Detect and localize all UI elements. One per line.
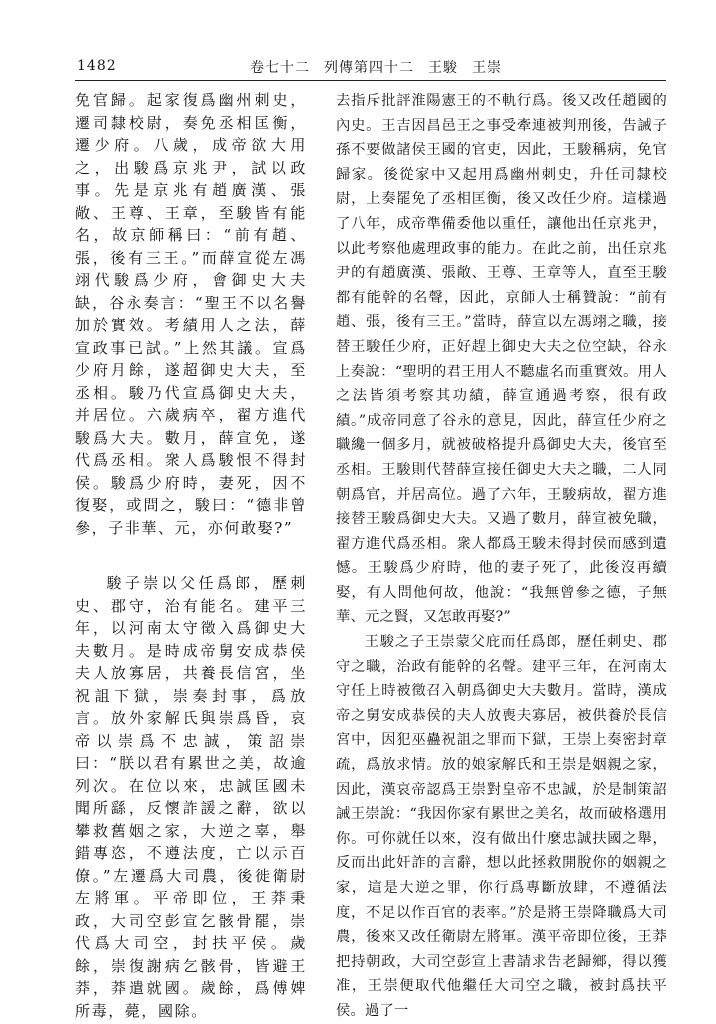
running-head xyxy=(250,57,502,77)
original-text-column-lower xyxy=(75,572,307,1022)
subject-name-1: 王駿 xyxy=(428,60,458,76)
volume-title: 卷七十二 xyxy=(250,60,310,76)
original-text-paragraph-2: 駿子崇以父任爲郎，歷刺史、郡守，治有能名。建平三年，以河南太守徵入爲御史大夫數月。是時成帝舅安成恭侯夫人放寡居，共養長信宮，坐祝詛下獄，崇奏封事，爲放言。放外家解氏與崇爲昏，哀帝以崇爲不忠誠，策詔崇曰：“朕以君有累世之美，故逾列次。在位以來，忠誠匡國未聞所繇，反懷詐諼之辭，欲以攀救舊姻之家，大逆之辜，舉錯專恣，不遵法度，亡以示百僚。”左遷爲大司農，後徙衛尉左將軍。平帝即位，王莽秉政，大司空彭宣乞骸骨罷，崇代爲大司空，封扶平侯。歲餘，崇復謝病乞骸骨，皆避王莽，莽遣就國。歲餘，爲傅婢所毒，薨，國除。 xyxy=(75,574,307,1020)
translation-column xyxy=(336,89,667,1024)
header-rule xyxy=(75,80,666,81)
translation-paragraph-1: 去指斥批評淮陽憲王的不軌行爲。後又改任趙國的內史。王吉因昌邑王之事受牽連被判刑後，告誡子孫不要做諸侯王國的官吏，因此，王駿稱病，免官歸家。後從家中又起用爲幽州刺史，升任司隸校尉，上奏罷免了丞相匡衡，後又改任少府。這樣過了八年，成帝準備委他以重任，讓他出任京兆尹，以此考察他處理政事的能力。在此之前，出任京兆尹的有趙廣漢、張敞、王尊、王章等人，直至王駿都有能幹的名聲，因此，京師人士稱贊說：“前有趙、張，後有三王。”當時，薛宣以左馮翊之職，接替王駿任少府，正好趕上御史大夫之位空缺，谷永上奏說：“聖明的君王用人不聽虛名而重實效。用人之法皆須考察其功績，薛宣通過考察，很有政績。”成帝同意了谷永的意見，因此，薛宣任少府之職纔一個多月，就被破格提升爲御史大夫，後官至丞相。王駿則代替薛宣接任御史大夫之職，二人同朝爲官，并居高位。過了六年，王駿病故，翟方進接替王駿爲御史大夫。又過了數月，薛宣被免職，翟方進代爲丞相。衆人都爲王駿未得封侯而感到遺憾。王駿爲少府時，他的妻子死了，此後沒再續娶，有人問他何故，他說：“我無曾參之德，子無華、元之賢，又怎敢再娶?” xyxy=(336,93,667,626)
original-text-column-upper xyxy=(75,89,307,539)
page-number: 1482 xyxy=(77,58,117,74)
subject-name-2: 王崇 xyxy=(472,60,502,76)
chapter-title: 列傳第四十二 xyxy=(324,60,414,76)
original-text-paragraph-1: 免官歸。起家復爲幽州刺史，遷司隸校尉，奏免丞相匡衡，遷少府。八歲，成帝欲大用之，出駿爲京兆尹，試以政事。先是京兆有趙廣漢、張敞、王尊、王章，至駿皆有能名，故京師稱曰：“前有趙、張，後有三王。”而薛宣從左馮翊代駿爲少府，會御史大夫缺，谷永奏言：“聖王不以名譽加於實效。考績用人之法，薛宣政事已試。”上然其議。宣爲少府月餘，遂超御史大夫，至丞相。駿乃代宣爲御史大夫，并居位。六歲病卒，翟方進代駿爲大夫。數月，薛宣免，遂代爲丞相。衆人爲駿恨不得封侯。駿爲少府時，妻死，因不復娶，或問之，駿曰：“德非曾參，子非華、元，亦何敢娶?” xyxy=(75,91,307,537)
translation-paragraph-2: 王駿之子王崇蒙父庇而任爲郎，歷任刺史、郡守之職，治政有能幹的名聲。建平三年，在河南太守任上時被徵召入朝爲御史大夫數月。當時，漢成帝之舅安成恭侯的夫人放喪夫寡居，被供養於長信宮中，因犯巫蠱祝詛之罪而下獄，王崇上奏密封章疏，爲放求情。放的娘家解氏和王崇是姻親之家，因此，漢哀帝認爲王崇對皇帝不忠誠，於是制策詔誡王崇說：“我因你家有累世之美名，故而破格選用你。可你就任以來，沒有做出什麼忠誠扶國之舉，反而出此奸詐的言辭，想以此拯救開脫你的姻親之家，這是大逆之罪，你行爲專斷放肆，不遵循法度，不足以作百官的表率。”於是將王崇降職爲大司農，後來又改任衛尉左將軍。漢平帝即位後，王莽把持朝政，大司空彭宣上書請求告老歸鄉，得以獲准，王崇便取代他繼任大司空之職，被封爲扶平侯。過了一 xyxy=(336,634,667,1019)
